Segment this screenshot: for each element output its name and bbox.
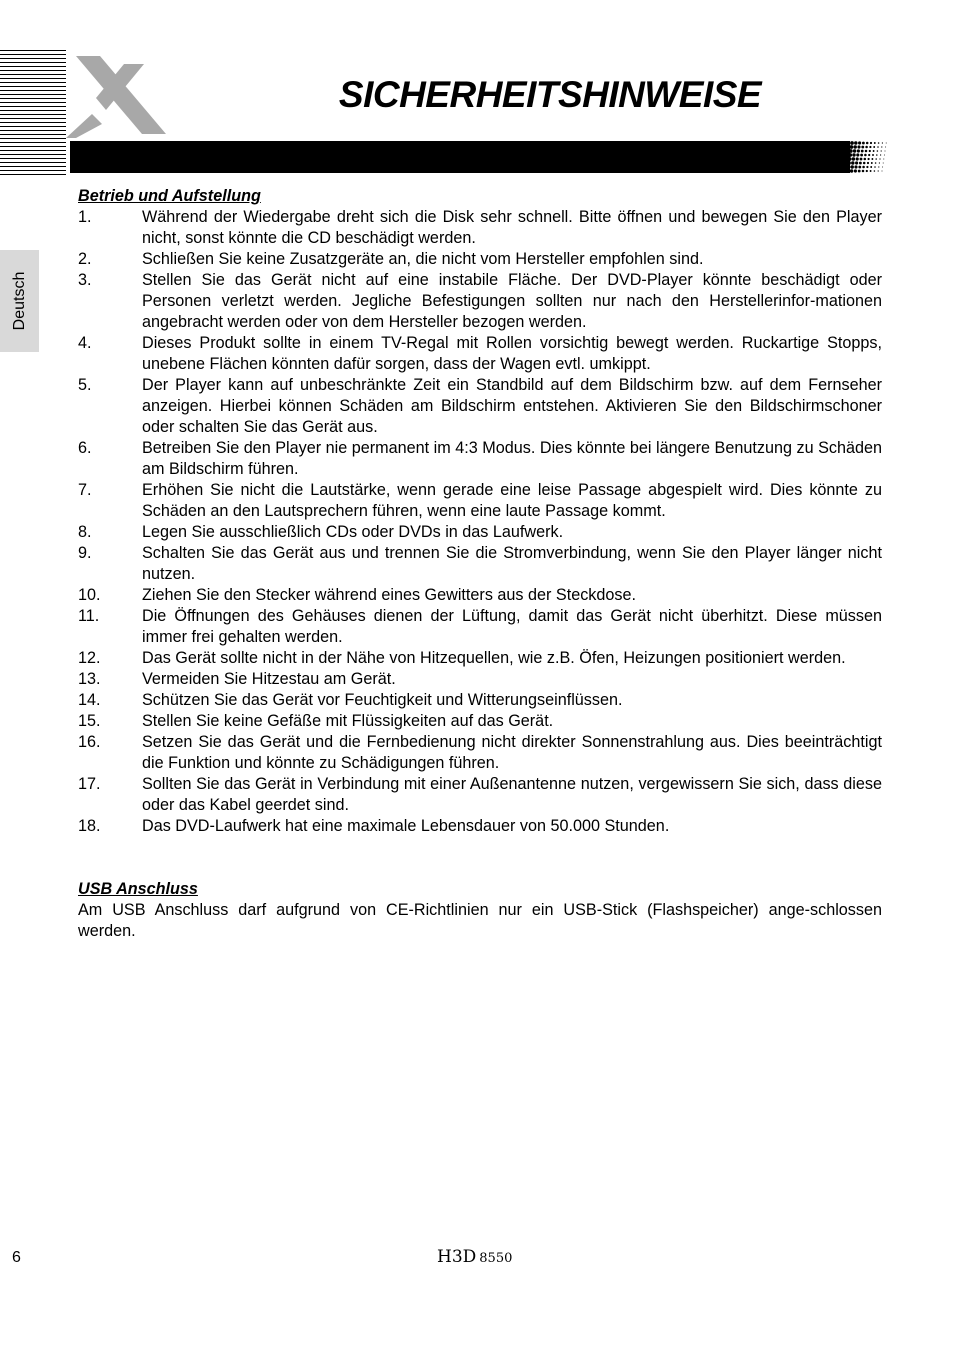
item-number: 18. bbox=[78, 817, 101, 835]
page-number: 6 bbox=[12, 1249, 21, 1266]
item-number: 1. bbox=[78, 208, 92, 226]
item-number: 16. bbox=[78, 733, 101, 751]
item-number: 7. bbox=[78, 481, 92, 499]
item-text: Vermeiden Sie Hitzestau am Gerät. bbox=[142, 670, 396, 688]
item-text: Legen Sie ausschließlich CDs oder DVDs in das Laufwerk. bbox=[142, 523, 564, 541]
list-item bbox=[78, 774, 882, 816]
footer-model bbox=[437, 1247, 512, 1267]
item-text: Schützen Sie das Gerät vor Feuchtigkeit und Witterungseinflüssen. bbox=[142, 691, 623, 709]
item-text: Stellen Sie keine Gefäße mit Flüssigkeiten auf das Gerät. bbox=[142, 712, 554, 730]
item-number: 5. bbox=[78, 376, 92, 394]
safety-list bbox=[78, 207, 882, 837]
item-number: 10. bbox=[78, 586, 101, 604]
item-number: 4. bbox=[78, 334, 92, 352]
list-item bbox=[78, 249, 882, 270]
item-text: Das DVD-Laufwerk hat eine maximale Lebensdauer von 50.000 Stunden. bbox=[142, 817, 670, 835]
item-text: Der Player kann auf unbeschränkte Zeit ein Standbild auf dem Bildschirm bzw. auf dem Fernseher anzeigen. Hierbei können Schäden am Bildschirm entstehen. Aktivieren Sie den Bildschirmschoner oder schalten Sie das Gerät aus. bbox=[142, 376, 882, 436]
section-heading: Betrieb und Aufstellung bbox=[78, 187, 261, 205]
item-text: Betreiben Sie den Player nie permanent im 4:3 Modus. Dies könnte bei längere Benutzung zu Schäden am Bildschirm führen. bbox=[142, 439, 882, 478]
item-text: Sollten Sie das Gerät in Verbindung mit einer Außenantenne nutzen, vergewissern Sie sich, dass diese oder das Kabel geerdet sind. bbox=[142, 775, 882, 814]
list-item bbox=[78, 648, 882, 669]
list-item bbox=[78, 543, 882, 585]
language-tab-label: Deutsch bbox=[10, 271, 28, 331]
item-text: Während der Wiedergabe dreht sich die Disk sehr schnell. Bitte öffnen und bewegen Sie den Player nicht, sonst könnte die CD beschädigt werden. bbox=[142, 208, 882, 247]
item-number: 3. bbox=[78, 271, 92, 289]
list-item bbox=[78, 480, 882, 522]
item-text: Stellen Sie das Gerät nicht auf eine instabile Fläche. Der DVD-Player könnte beschädigt oder Personen verletzt werden. Jegliche Befestigungen sollten nur nach den Herstellerinfor-mationen angebracht werden oder von dem Hersteller bezogen werden. bbox=[142, 271, 882, 331]
section-operation bbox=[78, 186, 882, 837]
item-number: 17. bbox=[78, 775, 101, 793]
page-content bbox=[78, 186, 882, 942]
title-bar bbox=[70, 141, 888, 173]
item-number: 15. bbox=[78, 712, 101, 730]
list-item bbox=[78, 270, 882, 333]
list-item bbox=[78, 732, 882, 774]
list-item bbox=[78, 816, 882, 837]
item-text: Setzen Sie das Gerät und die Fernbedienung nicht direkter Sonnenstrahlung aus. Dies beeinträchtigt die Funktion und könnte zu Schädigungen führen. bbox=[142, 733, 882, 772]
item-number: 11. bbox=[78, 607, 100, 625]
language-tab bbox=[0, 250, 39, 352]
model-number: 8550 bbox=[479, 1251, 513, 1266]
list-item bbox=[78, 522, 882, 543]
item-text: Die Öffnungen des Gehäuses dienen der Lüftung, damit das Gerät nicht überhitzt. Diese müssen immer frei gehalten werden. bbox=[142, 607, 882, 646]
list-item bbox=[78, 606, 882, 648]
section-usb bbox=[78, 879, 882, 942]
item-number: 14. bbox=[78, 691, 101, 709]
item-text: Dieses Produkt sollte in einem TV-Regal mit Rollen vorsichtig bewegt werden. Ruckartige Stopps, unebene Flächen könnten dafür sorgen, dass der Wagen evtl. umkippt. bbox=[142, 334, 882, 373]
item-text: Das Gerät sollte nicht in der Nähe von Hitzequellen, wie z.B. Öfen, Heizungen positioniert werden. bbox=[142, 649, 846, 667]
item-text: Erhöhen Sie nicht die Lautstärke, wenn gerade eine leise Passage abgespielt wird. Dies könnte zu Schäden an den Lautsprechern führen, wenn eine laute Passage kommt. bbox=[142, 481, 882, 520]
list-item bbox=[78, 669, 882, 690]
item-number: 2. bbox=[78, 250, 92, 268]
item-number: 8. bbox=[78, 523, 92, 541]
item-number: 6. bbox=[78, 439, 92, 457]
item-number: 9. bbox=[78, 544, 92, 562]
margin-decoration-lines bbox=[0, 50, 66, 178]
list-item bbox=[78, 711, 882, 732]
item-text: Ziehen Sie den Stecker während eines Gewitters aus der Steckdose. bbox=[142, 586, 636, 604]
section-heading: USB Anschluss bbox=[78, 880, 198, 898]
list-item bbox=[78, 438, 882, 480]
list-item bbox=[78, 585, 882, 606]
item-number: 12. bbox=[78, 649, 101, 667]
usb-paragraph: Am USB Anschluss darf aufgrund von CE-Richtlinien nur ein USB-Stick (Flashspeicher) ange-schlossen werden. bbox=[78, 901, 882, 940]
model-prefix: H3D bbox=[437, 1247, 477, 1267]
item-number: 13. bbox=[78, 670, 101, 688]
list-item bbox=[78, 207, 882, 249]
page-title: SICHERHEITSHINWEISE bbox=[338, 74, 762, 115]
item-text: Schalten Sie das Gerät aus und trennen Sie die Stromverbindung, wenn Sie den Player länger nicht nutzen. bbox=[142, 544, 882, 583]
list-item bbox=[78, 690, 882, 711]
list-item bbox=[78, 375, 882, 438]
item-text: Schließen Sie keine Zusatzgeräte an, die nicht vom Hersteller empfohlen sind. bbox=[142, 250, 704, 268]
x-brand-logo-icon bbox=[62, 54, 172, 140]
list-item bbox=[78, 333, 882, 375]
